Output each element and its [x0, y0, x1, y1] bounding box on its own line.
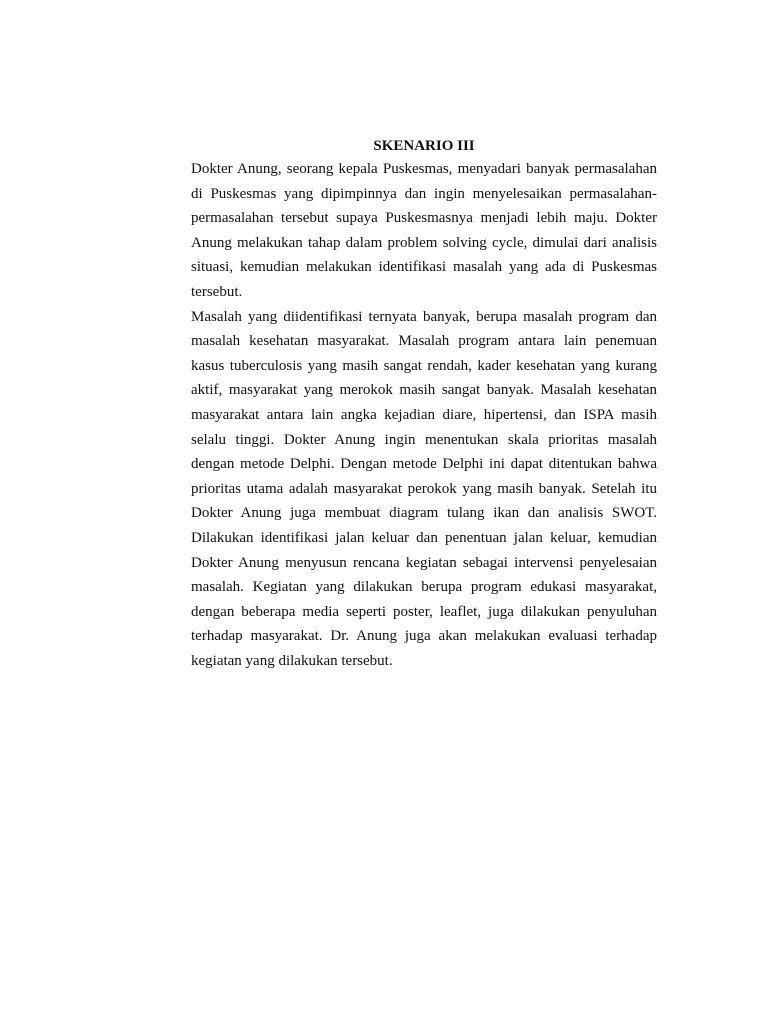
page-title: SKENARIO III: [373, 138, 475, 154]
paragraph-2: Masalah yang diidentifikasi ternyata banyak, berupa masalah program dan masalah kesehatan masyarakat. Masalah program antara lain penemuan kasus tuberculosis yang masih sangat rendah, kader kesehatan yang kurang aktif, masyarakat yang merokok masih sangat banyak. Masalah kesehatan masyarakat antara lain angka kejadian diare, hipertensi, dan ISPA masih selalu tinggi. Dokter Anung ingin menentukan skala prioritas masalah dengan metode Delphi. Dengan metode Delphi ini dapat ditentukan bahwa prioritas utama adalah masyarakat perokok yang masih banyak. Setelah itu Dokter Anung juga membuat diagram tulang ikan dan analisis SWOT. Dilakukan identifikasi jalan keluar dan penentuan jalan keluar, kemudian Dokter Anung menyusun rencana kegiatan sebagai intervensi penyelesaian masalah. Kegiatan yang dilakukan berupa program edukasi masyarakat, dengan beberapa media seperti poster, leaflet, juga dilakukan penyuluhan terhadap masyarakat. Dr. Anung juga akan melakukan evaluasi terhadap kegiatan yang dilakukan tersebut.: [191, 308, 657, 669]
document-body: [191, 135, 657, 673]
paragraph-1: Dokter Anung, seorang kepala Puskesmas, menyadari banyak permasalahan di Puskesmas yang dipimpinnya dan ingin menyelesaikan permasalahan-permasalahan tersebut supaya Puskesmasnya menjadi lebih maju. Dokter Anung melakukan tahap dalam problem solving cycle, dimulai dari analisis situasi, kemudian melakukan identifikasi masalah yang ada di Puskesmas tersebut.: [191, 161, 657, 300]
